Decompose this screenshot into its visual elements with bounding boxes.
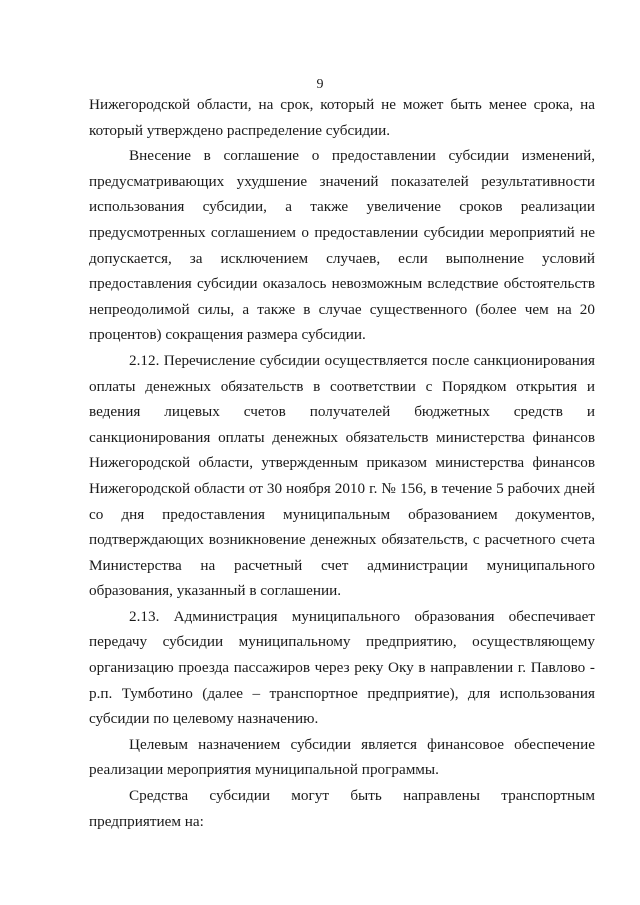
- paragraph-continuation: Нижегородской области, на срок, который не может быть менее срока, на который утверждено распределение субсидии.: [89, 96, 595, 139]
- paragraph-funds-use: Средства субсидии могут быть направлены транспортным предприятием на:: [89, 787, 595, 830]
- page-number: 9: [316, 77, 324, 92]
- document-body: [89, 92, 595, 834]
- paragraph-2-12: 2.12. Перечисление субсидии осуществляется после санкционирования оплаты денежных обязательств в соответствии с Порядком открытия и ведения лицевых счетов получателей бюджетных средств и санкционирования оплаты денежных обязательств министерства финансов Нижегородской области, утвержденным приказом министерства финансов Нижегородской области от 30 ноября 2010 г. № 156, в течение 5 рабочих дней со дня предоставления муниципальным образованием документов, подтверждающих возникновение денежных обязательств, с расчетного счета Министерства на расчетный счет администрации муниципального образования, указанный в соглашении.: [89, 351, 595, 600]
- paragraph-2-13: 2.13. Администрация муниципального образования обеспечивает передачу субсидии муниципальному предприятию, осуществляющему организацию проезда пассажиров через реку Оку в направлении г. Павлово - р.п. Тумботино (далее – транспортное предприятие), для использования субсидии по целевому назначению.: [89, 607, 595, 728]
- paragraph-agreement-changes: Внесение в соглашение о предоставлении субсидии изменений, предусматривающих ухудшение значений показателей результативности использования субсидии, а также увеличение сроков реализации предусмотренных соглашением о предоставлении субсидии мероприятий не допускается, за исключением случаев, если выполнение условий предоставления субсидии оказалось невозможным вследствие обстоятельств непреодолимой силы, а также в случае существенного (более чем на 20 процентов) сокращения размера субсидии.: [89, 147, 595, 344]
- paragraph-purpose: Целевым назначением субсидии является финансовое обеспечение реализации мероприятия муниципальной программы.: [89, 735, 595, 779]
